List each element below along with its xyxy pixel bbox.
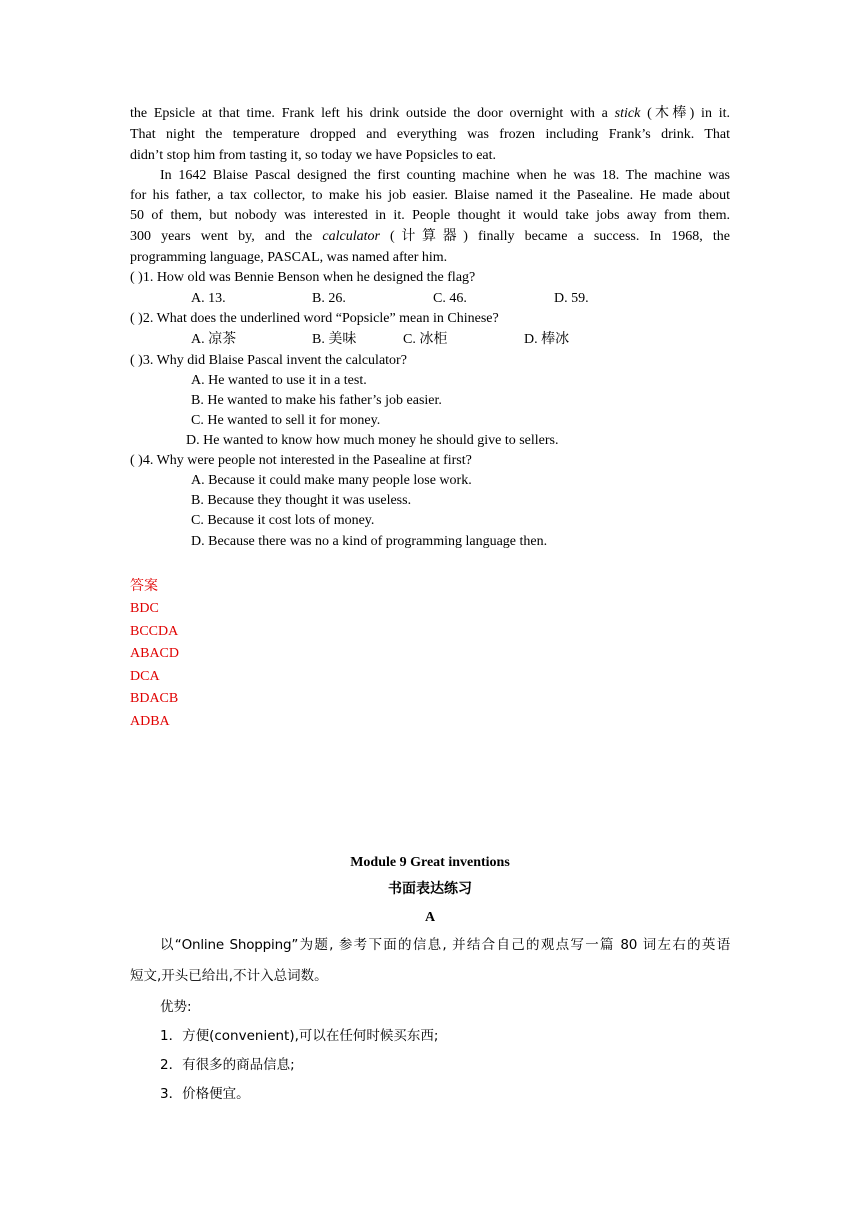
answer-line: ADBA bbox=[130, 714, 170, 729]
question-2-option-b: B. 美味 bbox=[312, 332, 357, 347]
section-letter: A bbox=[424, 910, 436, 925]
question-3-option-d: D. He wanted to know how much money he should give to sellers. bbox=[186, 433, 559, 448]
question-2-stem: ( )2. What does the underlined word “Popsicle” mean in Chinese? bbox=[130, 311, 499, 326]
advantage-point: 2．有很多的商品信息; bbox=[160, 1057, 295, 1073]
question-1-stem: ( )1. How old was Bennie Benson when he designed the flag? bbox=[130, 270, 476, 285]
writing-prompt-line-2: 短文,开头已给出,不计入总词数。 bbox=[130, 968, 328, 984]
question-4-option-b: B. Because they thought it was useless. bbox=[191, 493, 412, 508]
section-subtitle: 书面表达练习 bbox=[388, 881, 472, 897]
answers-heading: 答案 bbox=[130, 578, 158, 594]
question-2-option-d: D. 棒冰 bbox=[524, 332, 570, 347]
advantage-point: 1．方便(convenient),可以在任何时候买东西; bbox=[160, 1028, 439, 1044]
question-3-option-c: C. He wanted to sell it for money. bbox=[191, 413, 381, 428]
passage-line-5: for his father, a tax collector, to make his job easier. Blaise named it the Pasealine. He made about bbox=[130, 188, 730, 203]
passage-line-1: the Epsicle at that time. Frank left his drink outside the door overnight with a stick (木棒) in it. bbox=[130, 106, 730, 121]
answer-line: ABACD bbox=[130, 646, 180, 661]
passage-line-6: 50 of them, but nobody was interested in it. People thought it would take jobs away from them. bbox=[130, 208, 730, 223]
question-1-option-c: C. 46. bbox=[433, 291, 467, 306]
question-4-option-d: D. Because there was no a kind of programming language then. bbox=[191, 534, 548, 549]
advantages-label: 优势: bbox=[160, 999, 192, 1015]
question-4-option-c: C. Because it cost lots of money. bbox=[191, 513, 375, 528]
question-3-stem: ( )3. Why did Blaise Pascal invent the calculator? bbox=[130, 353, 407, 368]
passage-line-8: programming language, PASCAL, was named after him. bbox=[130, 250, 448, 265]
answer-line: BDC bbox=[130, 601, 159, 616]
passage-line-4: In 1642 Blaise Pascal designed the first counting machine when he was 18. The machine was bbox=[160, 168, 730, 183]
question-3-option-b: B. He wanted to make his father’s job easier. bbox=[191, 393, 442, 408]
passage-line-2: That night the temperature dropped and everything was frozen including Frank’s drink. That bbox=[130, 127, 730, 142]
question-4-stem: ( )4. Why were people not interested in the Pasealine at first? bbox=[130, 453, 472, 468]
module-title: Module 9 Great inventions bbox=[350, 855, 510, 870]
question-2-option-a: A. 凉茶 bbox=[191, 332, 237, 347]
advantage-point: 3．价格便宜。 bbox=[160, 1086, 250, 1102]
answer-line: BDACB bbox=[130, 691, 179, 706]
passage-line-3: didn’t stop him from tasting it, so today we have Popsicles to eat. bbox=[130, 148, 497, 163]
question-1-option-a: A. 13. bbox=[191, 291, 226, 306]
answer-line: BCCDA bbox=[130, 624, 179, 639]
question-3-option-a: A. He wanted to use it in a test. bbox=[191, 373, 367, 388]
question-2-option-c: C. 冰柜 bbox=[403, 332, 448, 347]
writing-prompt-line-1: 以“Online Shopping”为题, 参考下面的信息, 并结合自己的观点写一篇 80 词左右的英语 bbox=[160, 937, 730, 953]
answer-line: DCA bbox=[130, 669, 160, 684]
question-1-option-d: D. 59. bbox=[554, 291, 589, 306]
passage-line-7: 300 years went by, and the calculator (计算器) finally became a success. In 1968, the bbox=[130, 229, 730, 244]
question-1-option-b: B. 26. bbox=[312, 291, 346, 306]
question-4-option-a: A. Because it could make many people lose work. bbox=[191, 473, 472, 488]
